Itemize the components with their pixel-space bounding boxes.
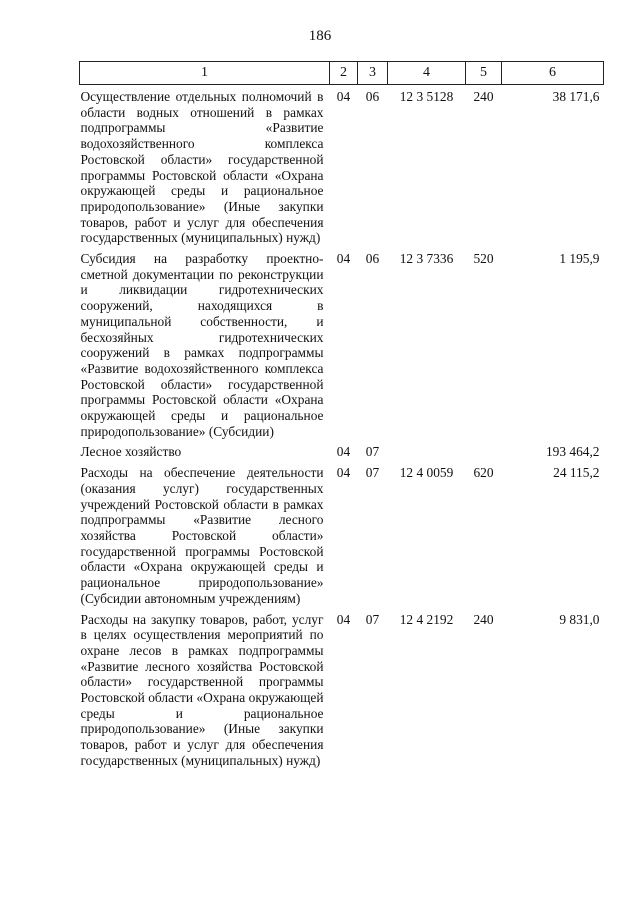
row-expense-type: 520 xyxy=(473,251,494,267)
table-row xyxy=(80,85,604,252)
header-col-3: 3 xyxy=(358,62,388,85)
row-subsection: 07 xyxy=(365,444,380,460)
row-target-code: 12 4 2192 xyxy=(399,611,454,627)
header-col-1: 1 xyxy=(80,62,330,85)
row-section: 04 xyxy=(336,611,351,627)
row-section: 04 xyxy=(336,465,351,481)
row-description: Субсидия на разработку проектно-сметной документации по реконструкции и ликвидации гидротехнических сооружений, находящихся в муниципальной собственности, и бесхозяйных гидротехнических сооружений в рамках подпрограммы «Развитие водохозяйственного комплекса Ростовской области» государственной программы Ростовской области «Охрана окружающей среды и рациональное природопользование» (Субсидии) xyxy=(80,251,324,439)
row-expense-type: 240 xyxy=(473,89,494,104)
row-amount: 193 464,2 xyxy=(545,444,600,460)
row-subsection: 07 xyxy=(365,465,380,481)
row-section: 04 xyxy=(336,444,351,460)
row-description: Лесное хозяйство xyxy=(80,444,182,460)
table-row xyxy=(80,612,604,774)
row-target-code xyxy=(388,444,466,465)
row-amount: 1 195,9 xyxy=(559,251,600,267)
row-description: Расходы на закупку товаров, работ, услуг в целях осуществления мероприятий по охране лесов в рамках подпрограммы «Развитие лесного хозяйства Ростовской области» государственной программы Ростовской области «Охрана окружающей среды и рациональное природопользование» (Иные закупки товаров, работ и услуг для обеспечения государственных (муниципальных) нужд) xyxy=(80,611,324,768)
budget-table xyxy=(79,61,604,774)
header-col-2: 2 xyxy=(330,62,358,85)
row-description: Осуществление отдельных полномочий в области водных отношений в рамках подпрограммы «Развитие водохозяйственного комплекса Ростовской области» государственной программы Ростовской области «Охрана окружающей среды и рациональное природопользование» (Иные закупки товаров, работ и услуг для обеспечения государственных (муниципальных) нужд) xyxy=(80,89,324,246)
page-number: 186 xyxy=(308,28,332,44)
table-row xyxy=(80,444,604,465)
table-header-row xyxy=(80,62,604,85)
table-row xyxy=(80,251,604,444)
table-row xyxy=(80,465,604,611)
header-col-6: 6 xyxy=(502,62,604,85)
row-section: 04 xyxy=(336,251,351,267)
row-target-code: 12 4 0059 xyxy=(399,465,454,481)
row-subsection: 06 xyxy=(365,89,380,104)
row-description: Расходы на обеспечение деятельности (оказания услуг) государственных учреждений Ростовской области в рамках подпрограммы «Развитие лесного хозяйства Ростовской области» государственной программы Ростовской области «Охрана окружающей среды и рациональное природопользование» (Субсидии автономным учреждениям) xyxy=(80,465,324,606)
row-amount: 9 831,0 xyxy=(559,611,600,627)
row-expense-type xyxy=(466,444,502,465)
row-subsection: 06 xyxy=(365,251,380,267)
row-expense-type: 620 xyxy=(473,465,494,481)
row-section: 04 xyxy=(336,89,351,104)
row-expense-type: 240 xyxy=(473,611,494,627)
header-col-5: 5 xyxy=(466,62,502,85)
row-target-code: 12 3 7336 xyxy=(399,251,454,267)
row-subsection: 07 xyxy=(365,611,380,627)
header-col-4: 4 xyxy=(388,62,466,85)
row-amount: 24 115,2 xyxy=(553,465,600,481)
row-target-code: 12 3 5128 xyxy=(399,89,454,104)
row-amount: 38 171,6 xyxy=(552,89,600,104)
